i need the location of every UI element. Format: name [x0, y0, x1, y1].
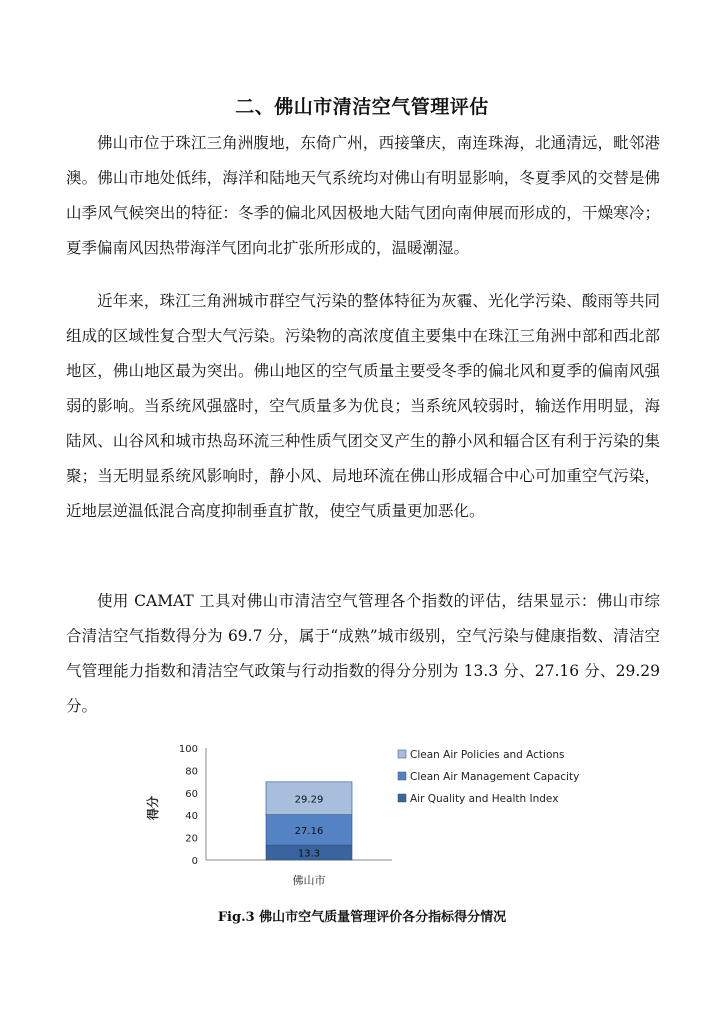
y-tick-label: 60 [185, 788, 198, 800]
paragraph-location-climate: 佛山市位于珠江三角洲腹地，东倚广州，西接肇庆，南连珠海，北通清远，毗邻港澳。佛山市地处低纬，海洋和陆地天气系统均对佛山有明显影响，冬夏季风的交替是佛山季风气候突出的特征：冬季的偏北风因极地大陆气团向南伸展而形成的，干燥寒冷；夏季偏南风因热带海洋气团向北扩张所形成的，温暖潮湿。 [66, 134, 660, 257]
x-tick-label: 佛山市 [292, 874, 326, 887]
paragraph-pollution-characteristics: 近年来，珠江三角洲城市群空气污染的整体特征为灰霾、光化学污染、酸雨等共同组成的区域性复合型大气污染。污染物的高浓度值主要集中在珠江三角洲中部和西北部地区，佛山地区最为突出。佛山地区的空气质量主要受冬季的偏北风和夏季的偏南风强弱的影响。当系统风强盛时，空气质量多为优良；当系统风较弱时，输送作用明显，海陆风、山谷风和城市热岛环流三种性质气团交叉产生的静小风和辐合区有利于污染的集聚；当无明显系统风影响时，静小风、局地环流在佛山形成辐合中心可加重空气污染，近地层逆温低混合高度抑制垂直扩散，使空气质量更加恶化。 [66, 292, 660, 520]
legend-entry: Clean Air Policies and Actions [410, 749, 565, 761]
y-tick-label: 20 [185, 833, 198, 845]
y-tick-label: 0 [191, 856, 198, 867]
y-axis-label: 得分 [146, 795, 160, 821]
legend-entry: Air Quality and Health Index [410, 793, 559, 805]
y-tick-label: 80 [185, 766, 198, 778]
data-label: 27.16 [294, 825, 324, 837]
section-title: 二、佛山市清洁空气管理评估 [235, 96, 489, 118]
y-tick-label: 100 [178, 744, 198, 755]
legend-entry: Clean Air Management Capacity [410, 771, 580, 783]
legend-swatch [398, 750, 406, 758]
data-label: 13.3 [297, 848, 321, 860]
legend-swatch [398, 772, 406, 780]
legend-swatch [398, 794, 406, 802]
figure-caption: Fig.3 佛山市空气质量管理评价各分指标得分情况 [217, 910, 507, 925]
score-stacked-bar-chart [0, 736, 724, 896]
y-tick-label: 40 [185, 811, 198, 823]
paragraph-camat-results: 使用 CAMAT 工具对佛山市清洁空气管理各个指数的评估，结果显示：佛山市综合清洁空气指数得分为 69.7 分，属于“成熟”城市级别，空气污染与健康指数、清洁空气管理能力指数和清洁空气政策与行动指数的得分分别为 13.3 分、27.16 分、29.29 分。 [66, 592, 660, 715]
data-label: 29.29 [294, 794, 324, 806]
